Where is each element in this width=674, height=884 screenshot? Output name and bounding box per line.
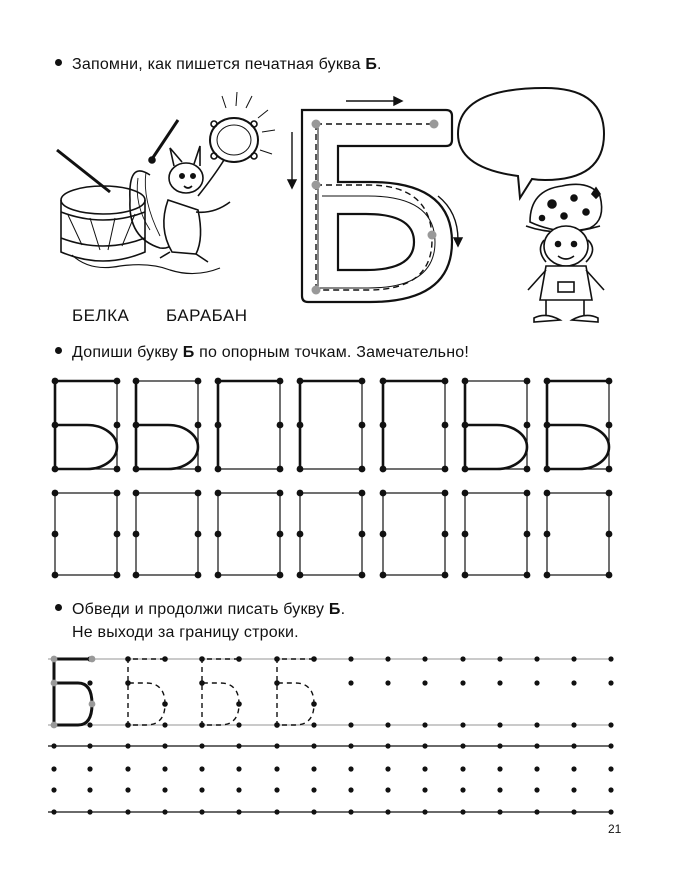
guide-dot: [359, 572, 366, 579]
guide-dot: [215, 378, 222, 385]
writing-dot: [199, 766, 204, 771]
writing-dot: [274, 766, 279, 771]
instruction-3-text: Обведи и продолжи писать букву: [72, 601, 329, 618]
guide-dot: [297, 466, 304, 473]
box-frame: [547, 493, 609, 575]
writing-dot: [571, 787, 576, 792]
writing-dot: [460, 766, 465, 771]
writing-dot: [422, 656, 427, 661]
writing-dot: [199, 809, 204, 814]
guide-dot: [380, 531, 387, 538]
guide-dot: [442, 572, 449, 579]
guide-dot: [442, 531, 449, 538]
writing-dot: [608, 809, 613, 814]
writing-dot: [497, 656, 502, 661]
instruction-3-end: .: [340, 601, 346, 618]
practice-box-bottom-4: [297, 490, 366, 579]
practice-box-top-6: [462, 378, 531, 473]
writing-dot: [534, 743, 539, 748]
guide-dot: [544, 572, 551, 579]
writing-dot: [571, 743, 576, 748]
sample-dot: [89, 701, 96, 708]
practice-box-bottom-2: [133, 490, 202, 579]
instruction-3-line-2: Не выходи за границу строки.: [72, 624, 299, 641]
writing-dot: [608, 680, 613, 685]
writing-dot: [199, 743, 204, 748]
writing-dot: [87, 809, 92, 814]
dashed-letter-dot: [162, 701, 168, 707]
guide-dot: [442, 422, 449, 429]
dashed-letter-dot: [274, 656, 280, 662]
guide-dot: [544, 422, 551, 429]
writing-dot: [534, 809, 539, 814]
guide-dot: [133, 490, 140, 497]
guide-dot: [114, 422, 121, 429]
guide-dot: [359, 466, 366, 473]
dashed-letter-2: [202, 659, 239, 725]
dashed-letter-dot: [236, 701, 242, 707]
guide-dot: [462, 572, 469, 579]
writing-dot: [236, 722, 241, 727]
dashed-letter-dot: [199, 680, 205, 686]
practice-box-bottom-5: [380, 490, 449, 579]
writing-dot: [348, 809, 353, 814]
writing-dot: [162, 743, 167, 748]
writing-dot: [497, 809, 502, 814]
writing-dot: [571, 680, 576, 685]
practice-box-bottom-7: [544, 490, 613, 579]
speech-bubble: [458, 88, 604, 198]
instruction-2-rest: по опорным точкам. Замечательно!: [194, 344, 469, 361]
guide-dot: [359, 378, 366, 385]
writing-dot: [274, 809, 279, 814]
guide-dot: [524, 422, 531, 429]
writing-dot: [311, 787, 316, 792]
guide-dot: [114, 466, 121, 473]
box-frame: [300, 493, 362, 575]
guide-dot: [195, 378, 202, 385]
box-frame: [465, 493, 527, 575]
dashed-letter-dot: [274, 680, 280, 686]
guide-dot: [52, 422, 59, 429]
practice-box-top-4: [297, 378, 366, 473]
box-frame: [383, 381, 445, 469]
writing-dot: [534, 787, 539, 792]
sample-letter: [54, 659, 92, 725]
guide-dot: [52, 490, 59, 497]
guide-dot: [277, 378, 284, 385]
writing-dot: [460, 722, 465, 727]
dashed-letter-dot: [311, 701, 317, 707]
writing-dot: [534, 680, 539, 685]
guide-dot: [133, 531, 140, 538]
writing-dot: [274, 787, 279, 792]
guide-dot: [114, 378, 121, 385]
guide-dot: [606, 422, 613, 429]
guide-dot: [524, 572, 531, 579]
page-number: 21: [608, 822, 622, 836]
practice-box-top-2: [133, 378, 202, 473]
writing-dot: [422, 680, 427, 685]
writing-dot: [348, 722, 353, 727]
writing-dot: [311, 766, 316, 771]
writing-dot: [534, 656, 539, 661]
squirrel-drum-illustration: [57, 92, 275, 274]
guide-dot: [215, 490, 222, 497]
box-frame: [383, 493, 445, 575]
guide-dot: [462, 466, 469, 473]
writing-dot: [385, 722, 390, 727]
guide-dot: [195, 572, 202, 579]
writing-dot: [125, 787, 130, 792]
guide-dot: [462, 490, 469, 497]
writing-dot: [125, 809, 130, 814]
writing-dot: [87, 680, 92, 685]
guide-dot: [380, 378, 387, 385]
writing-dot: [608, 656, 613, 661]
guide-dot: [277, 490, 284, 497]
dashed-letter-dot: [199, 722, 205, 728]
writing-dot: [385, 743, 390, 748]
guide-dot: [524, 378, 531, 385]
dashed-letter-dot: [125, 680, 131, 686]
writing-dot: [236, 787, 241, 792]
writing-dot: [422, 787, 427, 792]
guide-dot: [114, 572, 121, 579]
letter-stroke: [383, 381, 445, 469]
writing-dot: [497, 787, 502, 792]
writing-dot: [51, 787, 56, 792]
writing-dot: [497, 766, 502, 771]
instruction-1-end: .: [377, 56, 382, 73]
writing-dot: [460, 680, 465, 685]
writing-dot: [460, 743, 465, 748]
arrow-down-icon: [288, 132, 296, 188]
instruction-2-text: Допиши букву: [72, 344, 183, 361]
box-frame: [218, 381, 280, 469]
writing-dot: [571, 722, 576, 727]
guide-dot: [195, 490, 202, 497]
writing-dot: [460, 809, 465, 814]
writing-dot: [87, 787, 92, 792]
box-frame: [136, 493, 198, 575]
letter-stroke: [547, 381, 609, 469]
writing-dot: [571, 656, 576, 661]
guide-dot: [52, 466, 59, 473]
writing-dot: [608, 787, 613, 792]
guide-dot: [52, 378, 59, 385]
writing-dot: [608, 766, 613, 771]
writing-dot: [236, 766, 241, 771]
practice-box-top-3: [215, 378, 284, 473]
guide-dot: [215, 466, 222, 473]
guide-dot: [114, 490, 121, 497]
dashed-letter-dot: [125, 656, 131, 662]
writing-dot: [87, 743, 92, 748]
guide-dot: [544, 466, 551, 473]
guide-dot: [215, 572, 222, 579]
guide-dot: [195, 466, 202, 473]
sample-dot: [89, 656, 96, 663]
dashed-letter-3: [277, 659, 314, 725]
writing-dot: [162, 809, 167, 814]
guide-dot: [462, 531, 469, 538]
letter-stroke: [136, 381, 198, 469]
guide-dot: [544, 490, 551, 497]
writing-dot: [422, 809, 427, 814]
guide-dot: [195, 531, 202, 538]
writing-dot: [348, 787, 353, 792]
guide-dot: [133, 466, 140, 473]
sample-dot: [51, 656, 58, 663]
guide-dot: [114, 531, 121, 538]
writing-dot: [422, 743, 427, 748]
letter-stroke: [465, 381, 527, 469]
guide-dot: [215, 422, 222, 429]
writing-dot: [608, 743, 613, 748]
writing-dot: [162, 787, 167, 792]
writing-dot: [497, 680, 502, 685]
guide-dot: [524, 531, 531, 538]
guide-dot: [606, 378, 613, 385]
writing-dot: [51, 809, 56, 814]
dashed-letter-dot: [125, 722, 131, 728]
guide-dot: [359, 490, 366, 497]
dashed-letter-dot: [274, 722, 280, 728]
letter-stroke: [218, 381, 280, 469]
guide-dot: [606, 466, 613, 473]
writing-dot: [311, 809, 316, 814]
guide-dot: [297, 422, 304, 429]
guide-dot: [380, 572, 387, 579]
practice-box-top-5: [380, 378, 449, 473]
guide-dot: [133, 378, 140, 385]
writing-dot: [199, 787, 204, 792]
guide-dot: [380, 490, 387, 497]
guide-dot: [544, 378, 551, 385]
guide-dot: [606, 572, 613, 579]
writing-dot: [385, 809, 390, 814]
dashed-letter-dot: [311, 656, 317, 662]
writing-dot: [422, 722, 427, 727]
guide-dot: [380, 466, 387, 473]
box-frame: [55, 493, 117, 575]
writing-dot: [385, 680, 390, 685]
dashed-letter-1: [128, 659, 165, 725]
writing-dot: [236, 809, 241, 814]
guide-dot: [297, 572, 304, 579]
box-frame: [218, 493, 280, 575]
guide-dot: [297, 490, 304, 497]
writing-dot: [497, 722, 502, 727]
caption-word-1: БЕЛКА: [72, 306, 130, 325]
guide-dot: [380, 422, 387, 429]
writing-dot: [274, 743, 279, 748]
writing-dot: [608, 722, 613, 727]
guide-dot: [442, 378, 449, 385]
guide-dot: [277, 531, 284, 538]
writing-dot: [385, 656, 390, 661]
guide-dot: [215, 531, 222, 538]
arrow-right-icon: [346, 97, 402, 105]
writing-dot: [571, 809, 576, 814]
guide-dot: [462, 422, 469, 429]
practice-box-bottom-1: [52, 490, 121, 579]
letter-stroke: [300, 381, 362, 469]
writing-dot: [162, 722, 167, 727]
writing-dot: [87, 766, 92, 771]
guide-dot: [606, 531, 613, 538]
dashed-letter-dot: [236, 656, 242, 662]
writing-dot: [311, 722, 316, 727]
writing-dot: [51, 743, 56, 748]
writing-dot: [162, 766, 167, 771]
guide-dot: [52, 572, 59, 579]
guide-dot: [442, 466, 449, 473]
writing-practice-area: [48, 656, 614, 815]
instruction-1-letter: Б: [365, 56, 378, 73]
writing-dot: [236, 743, 241, 748]
writing-dot: [497, 743, 502, 748]
writing-dot: [534, 766, 539, 771]
writing-dot: [125, 743, 130, 748]
guide-dot: [297, 531, 304, 538]
writing-dot: [348, 656, 353, 661]
writing-dot: [348, 743, 353, 748]
writing-dot: [385, 787, 390, 792]
guide-dot: [544, 531, 551, 538]
gnome-illustration: [526, 184, 604, 322]
letter-stroke: [55, 381, 117, 469]
instruction-1-text: Запомни, как пишется печатная буква: [72, 56, 366, 73]
dashed-letter-dot: [162, 656, 168, 662]
writing-dot: [460, 656, 465, 661]
practice-boxes-bottom-row: [52, 490, 613, 579]
big-letter-outline: [302, 110, 452, 302]
guide-dot: [524, 490, 531, 497]
writing-dot: [460, 787, 465, 792]
guide-dot: [606, 490, 613, 497]
guide-dot: [277, 422, 284, 429]
guide-dot: [195, 422, 202, 429]
guide-dot: [133, 422, 140, 429]
guide-dot: [442, 490, 449, 497]
guide-dot: [359, 422, 366, 429]
guide-dot: [297, 378, 304, 385]
dashed-letter-dot: [199, 656, 205, 662]
sample-dot: [51, 722, 58, 729]
writing-dot: [87, 722, 92, 727]
guide-dot: [359, 531, 366, 538]
writing-dot: [348, 766, 353, 771]
writing-dot: [534, 722, 539, 727]
practice-box-bottom-3: [215, 490, 284, 579]
writing-dot: [571, 766, 576, 771]
instruction-2-letter: Б: [182, 344, 195, 361]
guide-dot: [462, 378, 469, 385]
writing-dot: [311, 743, 316, 748]
practice-box-top-1: [52, 378, 121, 473]
guide-dot: [133, 572, 140, 579]
guide-dot: [277, 572, 284, 579]
practice-box-top-7: [544, 378, 613, 473]
guide-dot: [277, 466, 284, 473]
caption-word-2: БАРАБАН: [166, 306, 248, 325]
box-frame: [300, 381, 362, 469]
writing-dot: [51, 766, 56, 771]
writing-dot: [348, 680, 353, 685]
guide-dot: [524, 466, 531, 473]
practice-boxes-top-row: [52, 378, 613, 473]
instruction-3-letter: Б: [328, 601, 341, 618]
sample-dot: [51, 680, 58, 687]
writing-dot: [385, 766, 390, 771]
writing-dot: [125, 766, 130, 771]
practice-box-bottom-6: [462, 490, 531, 579]
guide-dot: [52, 531, 59, 538]
writing-dot: [422, 766, 427, 771]
